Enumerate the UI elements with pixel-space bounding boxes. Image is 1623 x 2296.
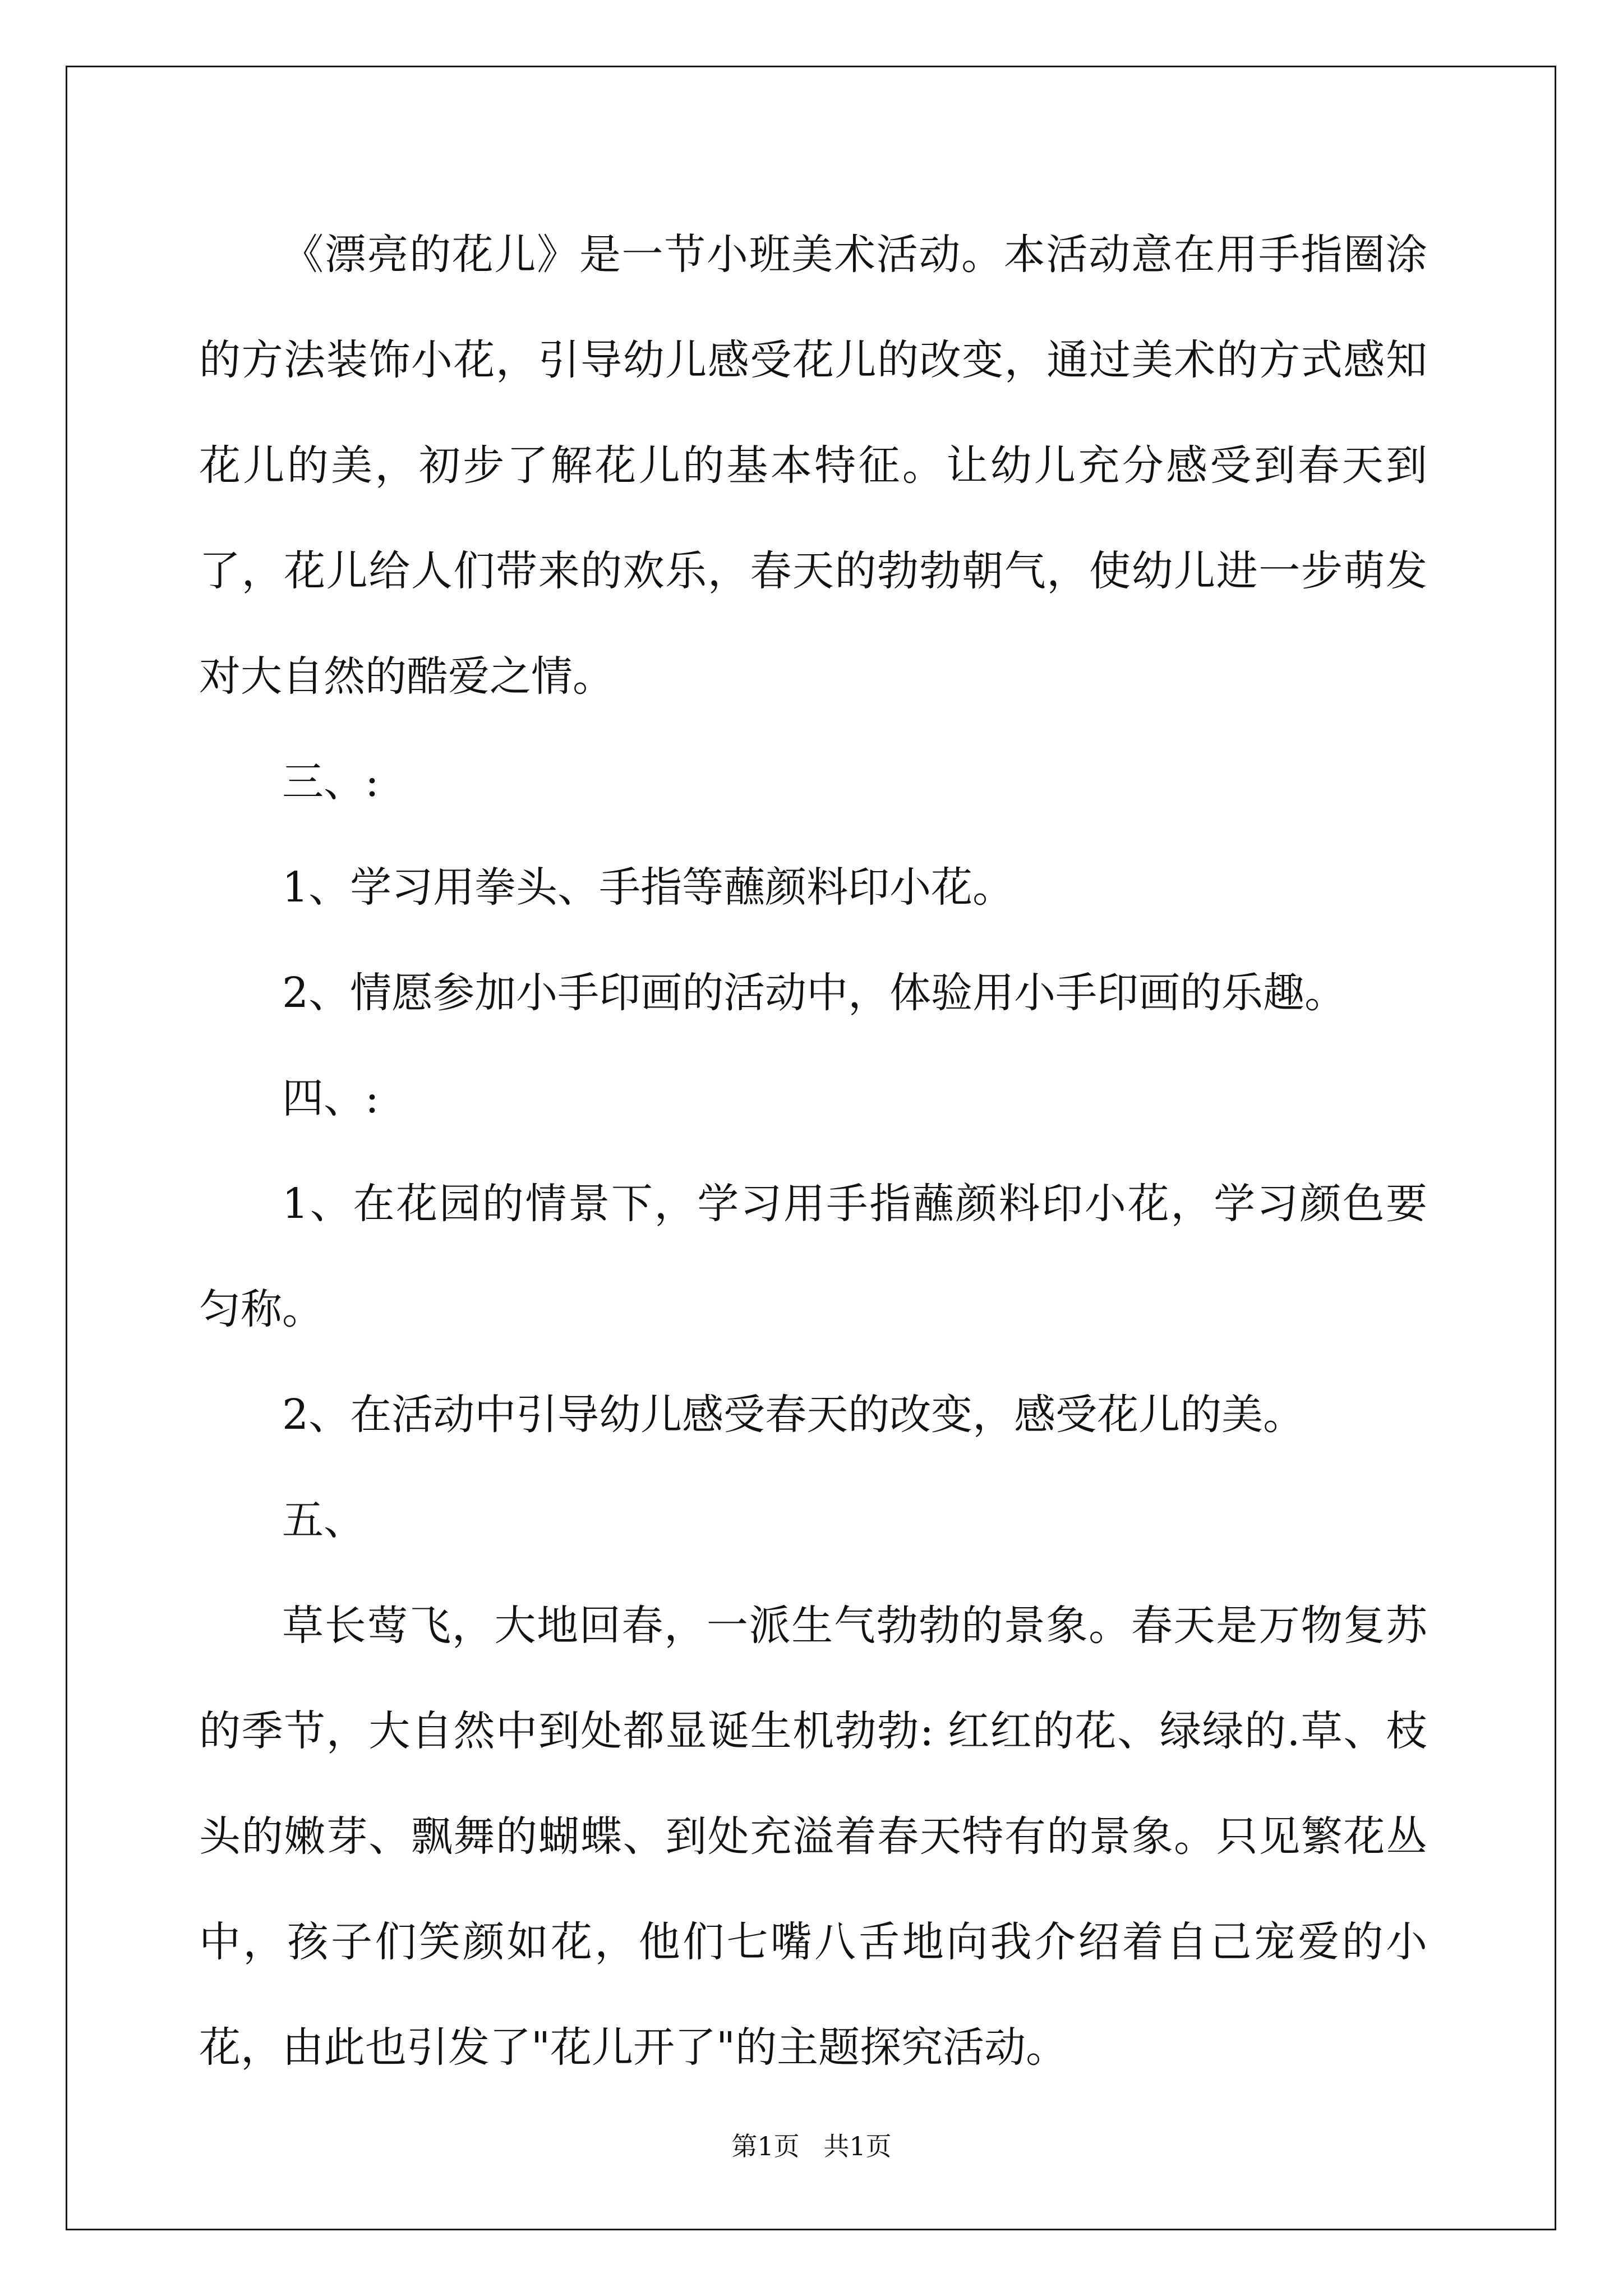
paragraph-intro: 《漂亮的花儿》是一节小班美术活动。本活动意在用手指圈涂的方法装饰小花，引导幼儿感受花儿的改变，通过美术的方式感知花儿的美，初步了解花儿的基本特征。让幼儿充分感受到春天到了，花儿给人们带来的欢乐，春天的勃勃朝气，使幼儿进一步萌发对大自然的酷爱之情。 — [199, 231, 1427, 701]
list-item: 2、情愿参加小手印画的活动中，体验用小手印画的乐趣。 — [282, 969, 1347, 1017]
list-item: 1、学习用拳头、手指等蘸颜料印小花。 — [282, 863, 1015, 912]
page-footer — [0, 2126, 1623, 2163]
document-body — [199, 202, 1427, 2100]
list-item: 1、在花园的情景下，学习用手指蘸颜料印小花，学习颜色要匀称。 — [199, 1180, 1427, 1333]
page-number: 第1页 — [731, 2131, 800, 2161]
heading-section-four: 四、: — [282, 1074, 379, 1122]
heading-section-three: 三、: — [282, 758, 379, 806]
paragraph-spring: 草长莺飞，大地回春，一派生气勃勃的景象。春天是万物复苏的季节，大自然中到处都显诞生机勃勃: 红红的花、绿绿的.草、枝头的嫩芽、飘舞的蝴蝶、到处充溢着春天特有的景象。只见繁花丛中，孩子们笑颜如花，他们七嘴八舌地向我介绍着自己宠爱的小花，由此也引发了"花儿开了"的主题探究活动。 — [199, 1602, 1427, 2072]
list-item: 2、在活动中引导幼儿感受春天的改变，感受花儿的美。 — [282, 1391, 1305, 1439]
heading-section-five: 五、 — [282, 1496, 365, 1544]
page-total: 共1页 — [823, 2131, 892, 2161]
